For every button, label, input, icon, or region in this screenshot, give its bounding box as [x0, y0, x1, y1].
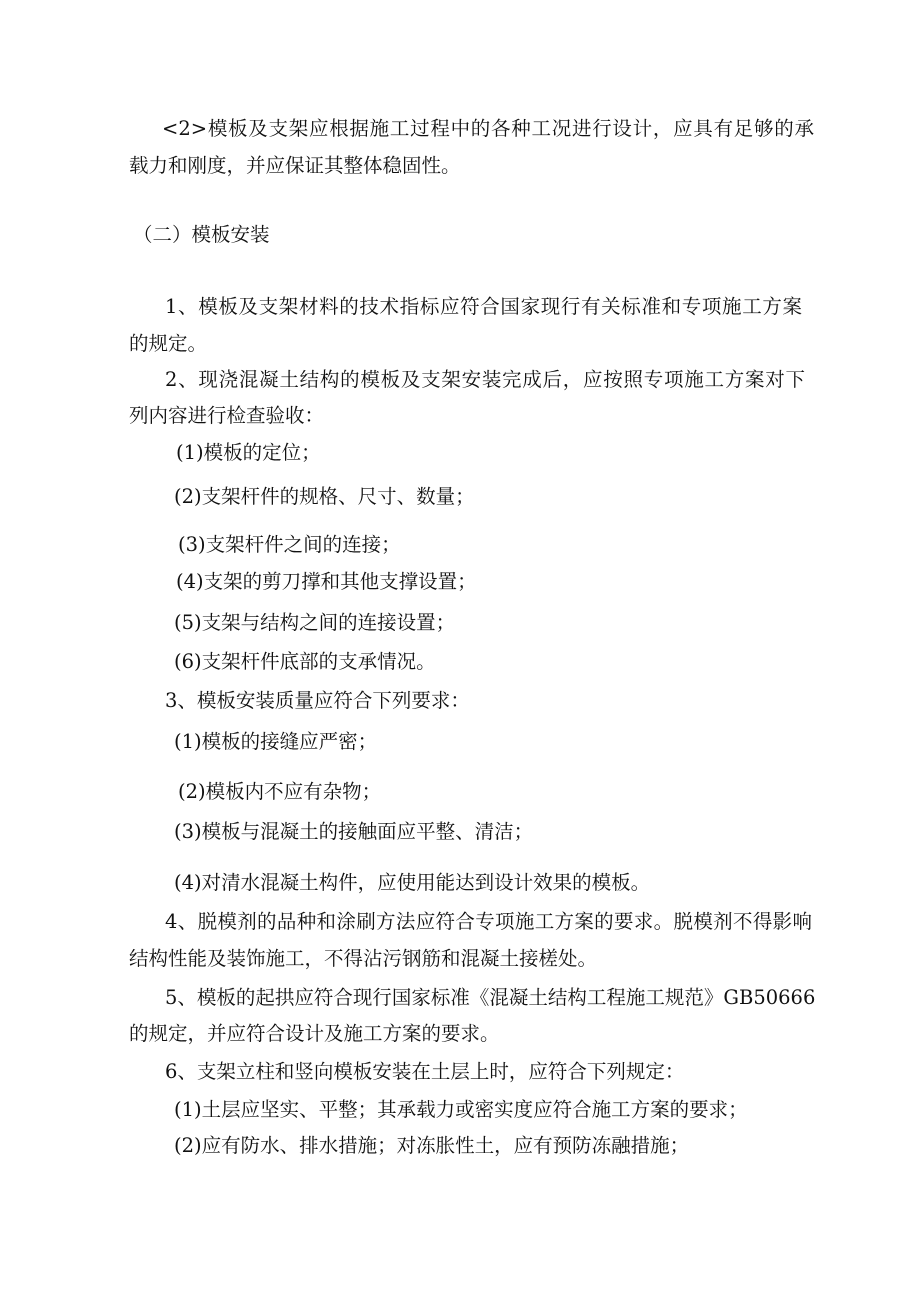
- list-item-11: (1)土层应坚实、平整；其承载力或密实度应符合施工方案的要求；: [174, 1098, 748, 1121]
- list-item-6: (6)支架杆件底部的支承情况。: [174, 650, 436, 673]
- text-line-5: 的规定。: [129, 332, 208, 355]
- text-line-2: 载力和刚度，并应保证其整体稳固性。: [129, 154, 461, 177]
- list-item-12: (2)应有防水、排水措施；对冻胀性土，应有预防冻融措施；: [174, 1134, 690, 1157]
- list-item-1: (1)模板的定位；: [176, 441, 321, 464]
- text-line-4: 1、模板及支架材料的技术指标应符合国家现行有关标准和专项施工方案: [165, 295, 802, 318]
- text-line-23: 6、支架立柱和竖向模板安装在土层上时，应符合下列规定：: [165, 1060, 685, 1083]
- text-line-1: <2>模板及支架应根据施工过程中的各种工况进行设计，应具有足够的承: [162, 117, 814, 140]
- list-item-4: (4)支架的剪刀撑和其他支撑设置；: [176, 570, 477, 593]
- text-line-19: 4、脱模剂的品种和涂刷方法应符合专项施工方案的要求。脱模剂不得影响: [165, 910, 812, 933]
- text-line-7: 列内容进行检查验收：: [129, 404, 325, 427]
- list-item-8: (2)模板内不应有杂物；: [178, 780, 382, 803]
- list-item-7: (1)模板的接缝应严密；: [174, 730, 378, 753]
- text-line-14: 3、模板安装质量应符合下列要求：: [165, 689, 470, 712]
- text-line-22: 的规定，并应符合设计及施工方案的要求。: [129, 1022, 500, 1045]
- text-line-20: 结构性能及装饰施工，不得沾污钢筋和混凝土接槎处。: [129, 947, 598, 970]
- section-heading: （二）模板安装: [133, 223, 270, 246]
- list-item-2: (2)支架杆件的规格、尺寸、数量；: [174, 485, 475, 508]
- list-item-10: (4)对清水混凝土构件，应使用能达到设计效果的模板。: [174, 871, 651, 894]
- text-line-6: 2、现浇混凝土结构的模板及支架安装完成后，应按照专项施工方案对下: [165, 368, 805, 391]
- list-item-5: (5)支架与结构之间的连接设置；: [174, 611, 456, 634]
- list-item-3: (3)支架杆件之间的连接；: [178, 533, 401, 556]
- text-line-21: 5、模板的起拱应符合现行国家标准《混凝土结构工程施工规范》GB50666: [165, 986, 816, 1009]
- list-item-9: (3)模板与混凝土的接触面应平整、清洁；: [174, 820, 534, 843]
